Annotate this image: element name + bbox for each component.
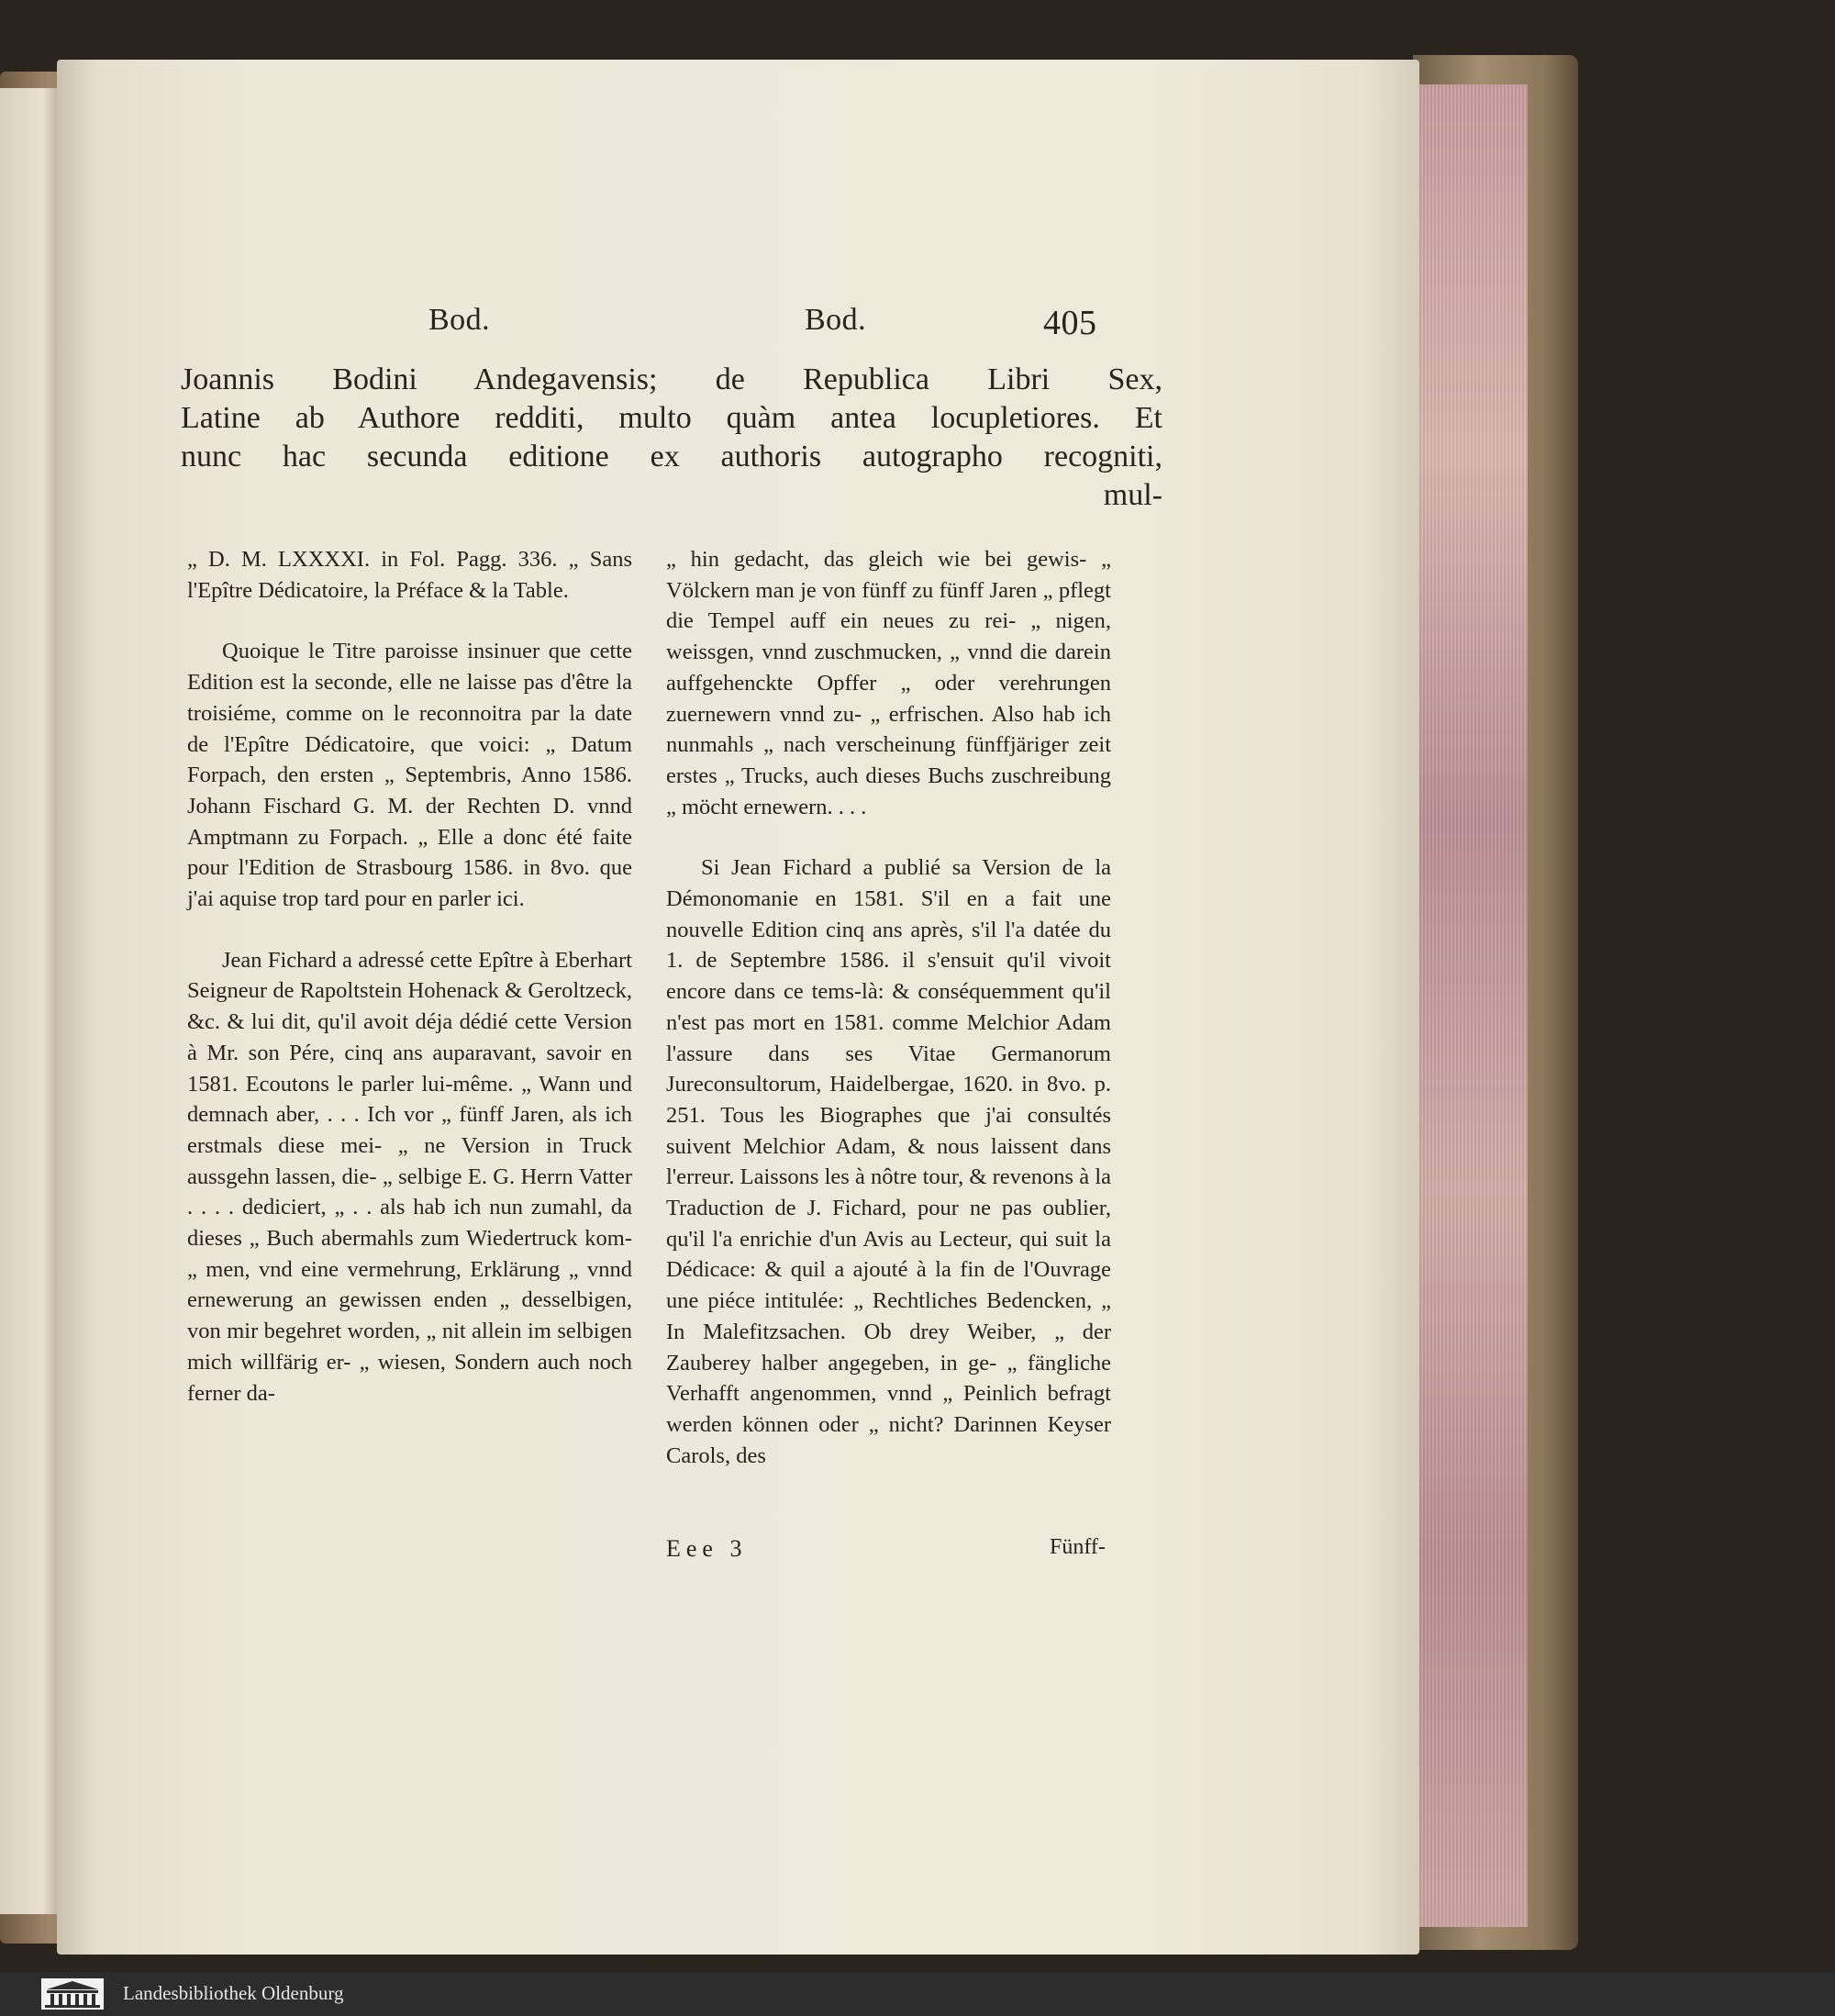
book-page [57, 60, 1419, 1955]
title-line: nunc hac secunda editione ex authoris autographo recogniti, [181, 440, 1162, 473]
paragraph: Si Jean Fichard a publié sa Version de la Démonomanie en 1581. S'il en a fait une nouvelle Edition cinq ans après, s'il l'a datée du 1. de Septembre 1586. il s'ensuit qu'il vivoit encore dans ce tems-là: & conséquemment qu'il n'est pas mort en 1581. comme Melchior Adam l'assure dans ses Vitae Germanorum Jureconsultorum, Haidelbergae, 1620. in 8vo. p. 251. Tous les Biographes que j'ai consultés suivent Melchior Adam, & nous laissent dans l'erreur. Laissons les à nôtre tour, & revenons à la Traduction de J. Fichard, pour ne pas oublier, qu'il l'a enrichie d'un Avis au Lecteur, qui suit la Dédicace: & quil a ajouté à la fin de l'Ouvrage une piéce intitulée: „ Rechtliches Bedencken, „ In Malefitzsachen. Ob drey Weiber, „ der Zauberey halber angegeben, in ge- „ fängliche Verhafft angenommen, vnnd „ Peinlich befragt werden können oder „ nicht? Darinnen Keyser Carols, des [666, 855, 1111, 1468]
left-column [187, 544, 632, 1439]
page-content [57, 60, 1419, 1955]
title-line: Joannis Bodini Andegavensis; de Republica Libri Sex, [181, 362, 1162, 396]
running-head-center: Bod. [805, 303, 867, 337]
paragraph: „ hin gedacht, das gleich wie bei gewis- „ Völckern man je von fünff zu fünff Jaren „ pflegt die Tempel auff ein neues zu rei- „ nigen, weissgen, vnnd zuschmucken, „ vnnd die darein auffgehenckte Opffer „ oder verehrungen zuernewern vnnd zu- „ erfrischen. Also hab ich nunmahls „ nach verscheinung fünffjäriger zeit erstes „ Trucks, auch dieses Buchs zuschreibung „ möcht ernewern. . . . [666, 547, 1111, 819]
paragraph: Jean Fichard a adressé cette Epître à Eberhart Seigneur de Rapoltstein Hohenack & Geroltzeck, &c. & lui dit, qu'il avoit déja dédié cette Version à Mr. son Pére, cinq ans auparavant, savoir en 1581. Ecoutons le parler lui-même. „ Wann und demnach aber, . . . Ich vor „ fünff Jaren, als ich erstmals diese mei- „ ne Version in Truck aussgehn lassen, die- „ selbige E. G. Herrn Vatter . . . . dediciert, „ . . als hab ich nun zumahl, da dieses „ Buch abermahls zum Wiedertruck kom- „ men, vnd eine vermehrung, Erklärung „ vnnd ernewerung an gewissen enden „ desselbigen, von mir begehret worden, „ nit allein im selbigen mich willfärig er- „ wiesen, Sondern auch noch ferner da- [187, 947, 632, 1406]
left-page-edge [0, 88, 61, 1914]
title-block [181, 361, 1162, 515]
paragraph: „ D. M. LXXXXI. in Fol. Pagg. 336. „ Sans l'Epître Dédicatoire, la Préface & la Table. [187, 547, 632, 603]
title-line: mul- [1103, 478, 1162, 512]
right-column [666, 544, 1111, 1501]
footer-bar [0, 1972, 1835, 2016]
signature-mark: Eee 3 [666, 1535, 748, 1562]
footer-institution: Landesbibliothek Oldenburg [123, 1982, 344, 2004]
running-head-left: Bod. [428, 303, 491, 337]
page-fore-edge [1418, 84, 1528, 1927]
library-building-icon [41, 1978, 104, 2010]
page-number: 405 [1043, 304, 1097, 342]
catchword: Fünff- [1050, 1535, 1106, 1559]
title-line: Latine ab Authore redditi, multo quàm antea locupletiores. Et [181, 401, 1162, 435]
paragraph: Quoique le Titre paroisse insinuer que cette Edition est la seconde, elle ne laisse pas d'être la troisiéme, comme on le reconnoitra par la date de l'Epître Dédicatoire, que voici: „ Datum Forpach, den ersten „ Septembris, Anno 1586. Johann Fischard G. M. der Rechten D. vnnd Amptmann zu Forpach. „ Elle a donc été faite pour l'Edition de Strasbourg 1586. in 8vo. que j'ai aquise trop tard pour en parler ici. [187, 639, 632, 912]
